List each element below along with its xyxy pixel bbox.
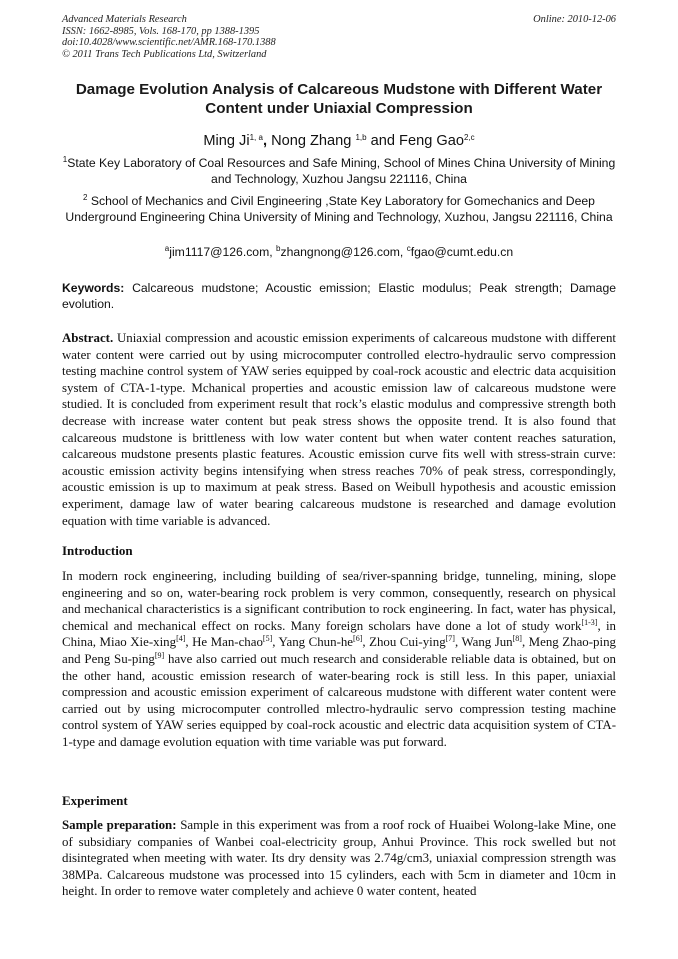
email-sup: b — [276, 244, 281, 253]
author-name: Nong Zhang — [271, 133, 352, 149]
experiment-text: Sample in this experiment was from a roof rock of Huaibei Wolong-lake Mine, one of subsidiary companies of Wanbei coal-electricity group, Anhui Province. This rock swelled but not disintegrated when meeting with water. Its dry density was 2.74g/cm3, uniaxial compression strength was 38MPa. Calcareous mudstone was processed into 15 cylinders, each with 5cm in diameter and 10cm in height. In order to remove water completely and achieve 0 water content, heated — [62, 818, 616, 899]
intro-text: In modern rock engineering, including building of sea/river-spanning bridge, tunneling, mining, slope engineering and so on, water-bearing rock problem is very common, consequently, research on physical and mechanical characteristics is a significant contribution to rock engineering. In fact, water has physical, chemical and mechanical effect on rocks. Many foreign scholars have done a lot of study work — [62, 569, 616, 633]
journal-header — [62, 14, 616, 60]
citation[interactable]: [6] — [353, 634, 363, 644]
abstract-label: Abstract. — [62, 331, 114, 345]
section-heading-introduction: Introduction — [62, 543, 133, 558]
experiment-body — [62, 817, 616, 900]
citation[interactable]: [7] — [445, 634, 455, 644]
email-sup: c — [406, 244, 411, 253]
author-list: Ming Ji$^{1, a}$, Nong Zhang $^{1,b}$ and Feng Gao$^{2,c}$ — [203, 133, 475, 149]
affiliation-sup: 2 — [83, 193, 88, 202]
email-link[interactable]: zhangnong@126.com — [280, 245, 400, 259]
email-sup: a — [164, 244, 170, 253]
intro-text: , He Man-chao — [185, 635, 263, 650]
paper-title: Damage Evolution Analysis of Calcareous Mudstone with Different Water Content under Uniaxial Compression — [75, 81, 603, 117]
issn-line: ISSN: 1662-8985, Vols. 168-170, pp 1388-1395 — [62, 25, 260, 37]
abstract — [62, 330, 616, 529]
intro-text: , in China, Miao Xie-xing — [62, 618, 616, 650]
keywords-label: Keywords: — [62, 281, 125, 295]
intro-text: have also carried out much research and considerable reliable data is obtained, but on the other hand, acoustic emission research of water-bearing rock is still less. In this paper, uniaxial compression and acoustic emission experiment of calcareous mudstone with different water content were carried out by using microcomputer controlled mlectro-hydraulic servo compression testing machine control system of YAW series equipped by coal-rock acoustic and electric data acquisition system of CTA-1-type and damage evolution equation with time variable was put forward. — [62, 651, 616, 749]
citation[interactable]: [4] — [176, 634, 186, 644]
email-link[interactable]: jim1117@126.com — [169, 245, 270, 259]
copyright-line: © 2011 Trans Tech Publications Ltd, Switzerland — [62, 48, 267, 60]
email-link[interactable]: fgao@cumt.edu.cn — [410, 245, 514, 259]
affiliation-text: School of Mechanics and Civil Engineering ,State Key Laboratory for Gomechanics and Deep Underground Engineering China University of Mining and Technology, Xuzhou, Jangsu 221116, China — [65, 194, 613, 224]
citation[interactable]: [8] — [512, 634, 522, 644]
author-name: Ming Ji — [203, 133, 250, 149]
sample-preparation-label: Sample preparation: — [62, 818, 177, 832]
abstract-text: Uniaxial compression and acoustic emission experiments of calcareous mudstone with different water content were carried out by using microcomputer controlled electro-hydraulic servo compression testing machine control system of YAW series equipped by coal-rock acoustic and electric data acquisition system of CTA-1-type. Mchanical properties and acoustic emission law of calcareous mudstone were studied. It is concluded from experiment result that rock’s elastic modulus and compressive strength both decrease with increase water content but peak stress shows the opposite trend. It is also found that calcareous mudstone is brittleness with low water content but when water content reaches saturation, calcareous mudstone presents plastic features. Acoustic emission curve fits well with stress-strain curve: acoustic emission activity begins intensifying when stress reaches 70% of peak stress, correspondingly, acoustic emission is up to maximum at peak stress. Based on Weibull hypothesis and acoustic emission experiment, damage law of water bearing calcareous mudstone is researched and damage evolution equation with time variable is advanced. — [62, 331, 616, 528]
journal-name: Advanced Materials Research — [62, 14, 187, 25]
citation[interactable]: [9] — [154, 650, 165, 660]
email-list: $^a$jim1117@126.com, $^b$zhangnong@126.com, $^c$fgao@cumt.edu.cn — [164, 244, 514, 259]
intro-text: , Zhou Cui-ying — [362, 635, 446, 650]
keywords — [62, 280, 616, 312]
author-sup: 1,b — [355, 133, 367, 142]
keywords-text: Calcareous mudstone; Acoustic emission; Elastic modulus; Peak strength; Damage evolution. — [62, 281, 617, 311]
intro-text: , Wang Jun — [454, 635, 513, 650]
intro-text: , Meng Zhao-ping and Peng Su-ping — [62, 635, 616, 666]
author-name: Feng Gao — [399, 133, 464, 149]
citation[interactable]: [1-3] — [581, 617, 598, 627]
online-date: Online: 2010-12-06 — [533, 14, 616, 25]
affiliation-sup: 1 — [62, 155, 68, 164]
affiliation-2 — [62, 193, 616, 225]
author-sup: 2,c — [463, 133, 475, 142]
affiliation-1 — [62, 155, 616, 187]
affiliation-text: State Key Laboratory of Coal Resources and Safe Mining, School of Mines China University of Mining and Technology, Xuzhou Jangsu 221116, China — [67, 156, 616, 186]
author-sup: 1, a — [249, 133, 263, 142]
citation[interactable]: [5] — [262, 634, 273, 644]
section-heading-experiment: Experiment — [62, 793, 128, 808]
intro-text: , Yang Chun-he — [272, 635, 354, 650]
introduction-body — [62, 568, 616, 751]
doi-line[interactable]: doi:10.4028/www.scientific.net/AMR.168-170.1388 — [62, 37, 276, 49]
